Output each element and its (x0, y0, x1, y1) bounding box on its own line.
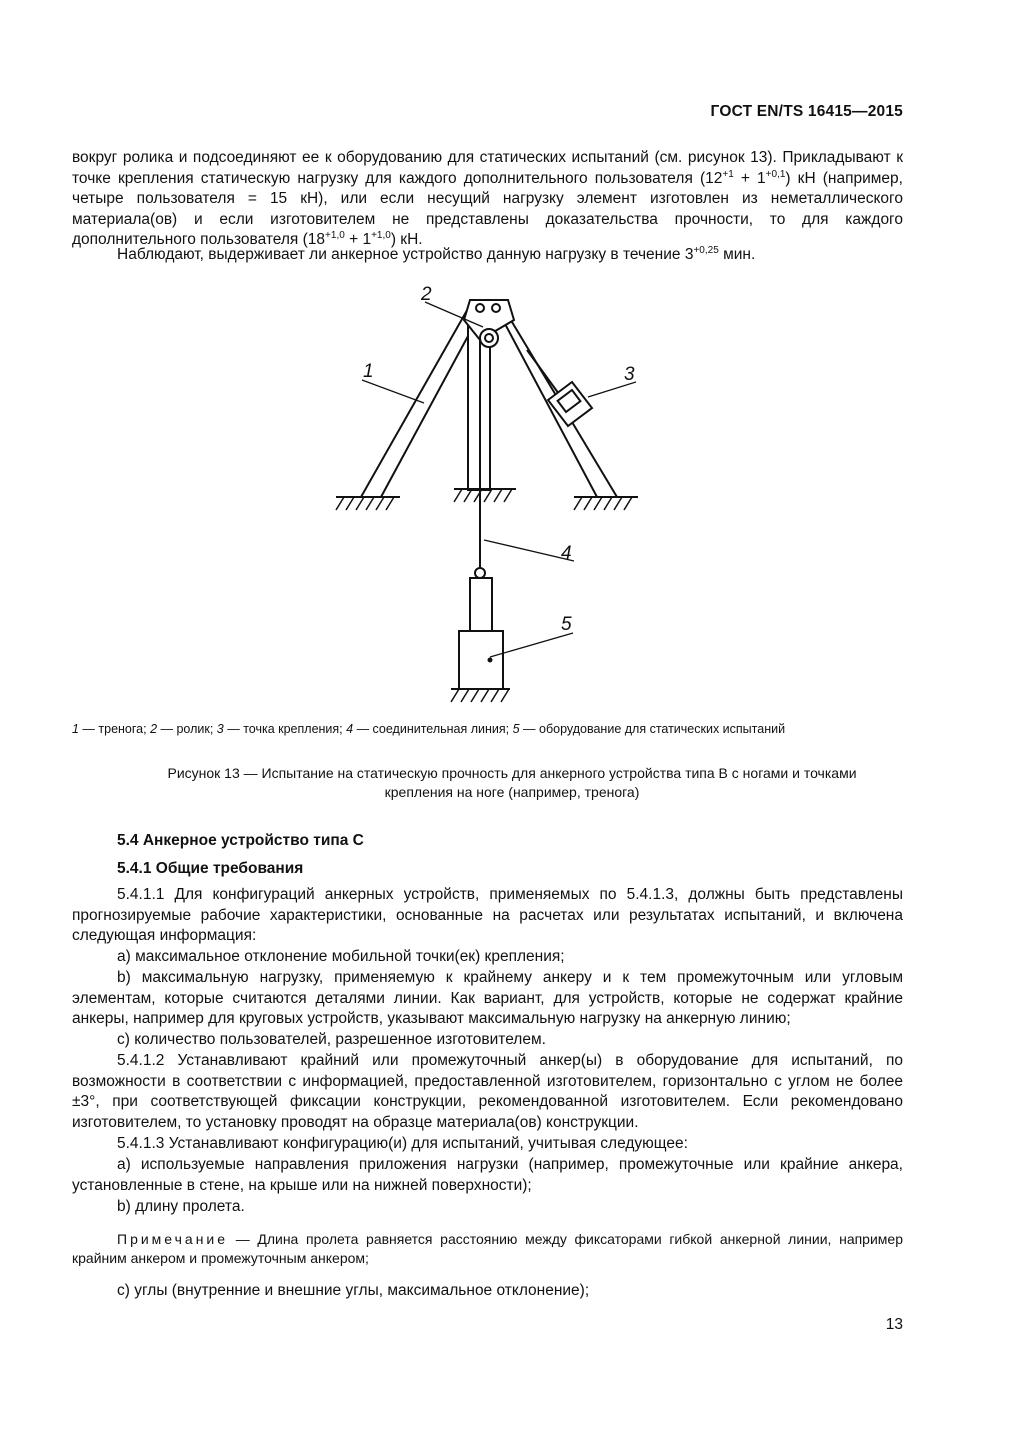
paragraph-5-4-1-2: 5.4.1.2 Устанавливают крайний или промежуточный анкер(ы) в оборудование для испытаний, по возможности в соответствии с информацией, предоставленной изготовителем, горизонтально с углом не более ±3°, при соответствующей фиксации конструкции, рекомендованной изготовителем. Если рекомендовано изготовителем, то установку проводят на образце материала(ов) конструкции. (72, 1052, 903, 1131)
page-number: 13 (885, 1316, 903, 1333)
note: Примечание — Длина пролета равняется расстоянию между фиксаторами гибкой анкерной линии, например крайним анкером и промежуточным анкером; (72, 1231, 903, 1266)
list-item-c: c) количество пользователей, разрешенное изготовителем. (117, 1031, 546, 1048)
equipment-hook (475, 568, 485, 578)
equipment-base (459, 631, 503, 689)
figure-title: Рисунок 13 — Испытание на статическую прочность для анкерного устройства типа B с ногами и точками крепления на ноге (например, тренога) (167, 765, 857, 800)
intro-paragraph-2: Наблюдают, выдерживает ли анкерное устройство данную нагрузку в течение $3^{+0,25}$ мин. (117, 245, 756, 263)
equipment-cylinder (470, 578, 492, 631)
paragraph-5-4-1-3: 5.4.1.3 Устанавливают конфигурацию(и) для испытаний, учитывая следующее: (117, 1135, 688, 1152)
pulley-outer (480, 329, 498, 347)
paragraph-5-4-1-1: 5.4.1.1 Для конфигураций анкерных устройств, применяемых по 5.4.1.3, должны быть представлены прогнозируемые рабочие характеристики, основанные на расчетах или результатах испытаний, и включена следующая информация: (72, 886, 903, 945)
list-item-a: a) максимальное отклонение мобильной точки(ек) крепления; (117, 948, 565, 965)
figure-legend: 1 — тренога; 2 — ролик; 3 — точка крепления; 4 — соединительная линия; 5 — оборудование для статических испытаний (72, 722, 786, 736)
label-1: 1 (363, 361, 374, 382)
intro-paragraph-1: вокруг ролика и подсоединяют ее к оборудованию для статических испытаний (см. рисунок 13). Прикладывают к точке крепления статическую нагрузку для каждого дополнительного пользователя $(12^{+1} + 1^{+0,1})$ кН (например, четыре пользователя = 15 кН), или если несущий нагрузку элемент изготовлен из неметаллического материала(ов) и если изготовителем не представлены доказательства прочности, то для каждого дополнительного пользователя $(18^{+1,0} + 1^{+1,0})$ кН. (72, 149, 903, 249)
list-item-c2: c) углы (внутренние и внешние углы, максимальное отклонение); (117, 1282, 590, 1299)
leader-1 (362, 380, 424, 403)
list-item-a2: a) используемые направления приложения нагрузки (например, промежуточные или крайние анкера, установленные в стене, на крыше или на нижней поверхности); (72, 1156, 903, 1194)
tripod-figure (0, 0, 1024, 720)
label-3: 3 (624, 364, 635, 385)
list-item-b2: b) длину пролета. (117, 1198, 245, 1215)
tripod-left-leg (361, 305, 481, 497)
label-5: 5 (561, 614, 572, 635)
label-2: 2 (421, 284, 432, 305)
heading-5-4: 5.4 Анкерное устройство типа C (117, 832, 364, 849)
document-header: ГОСТ EN/TS 16415—2015 (710, 103, 903, 120)
list-item-b: b) максимальную нагрузку, применяемую к крайнему анкеру и к тем промежуточным или угловым элементам, которые считаются деталями линии. Как вариант, для устройств, которые не содержат крайние анкеры, например для круговых устройств, указывают максимальную нагрузку на анкерную линию; (72, 969, 903, 1028)
label-4: 4 (561, 543, 572, 564)
note-label: Примечание (117, 1231, 229, 1247)
heading-5-4-1: 5.4.1 Общие требования (117, 860, 304, 877)
